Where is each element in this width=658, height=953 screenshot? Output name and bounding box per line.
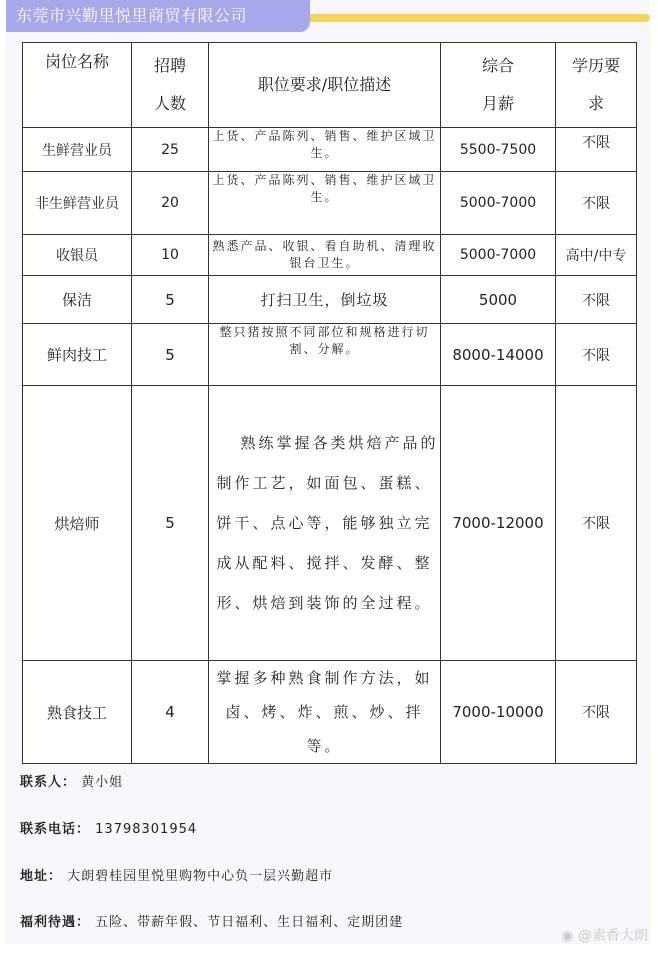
education-cell: 不限: [556, 128, 637, 172]
salary-cell: 7000-10000: [441, 661, 556, 764]
education-cell: 不限: [556, 172, 637, 235]
education-cell: 不限: [556, 324, 637, 386]
table-row: [23, 276, 637, 324]
salary-cell: 5000-7000: [441, 235, 556, 276]
table-row: [23, 235, 637, 276]
headcount-cell: 5: [132, 386, 209, 661]
contact-benefits: [20, 911, 403, 930]
contact-person-value: 黄小姐: [81, 775, 124, 790]
salary-cell: 5500-7500: [441, 128, 556, 172]
table-row: [23, 128, 637, 172]
education-cell: 不限: [556, 276, 637, 324]
headcount-cell: 10: [132, 235, 209, 276]
header-headcount: 招聘 人数: [132, 43, 209, 128]
headcount-cell: 25: [132, 128, 209, 172]
education-cell: 不限: [556, 661, 637, 764]
header-position: 岗位名称: [23, 43, 132, 128]
header-accent-bar: [300, 14, 650, 22]
contact-person-label: 联系人：: [20, 775, 77, 790]
header-education: 学历要 求: [556, 43, 637, 128]
contact-benefits-label: 福利待遇：: [20, 915, 91, 930]
salary-cell: 5000: [441, 276, 556, 324]
header-salary: 综合 月薪: [441, 43, 556, 128]
watermark-text: @素香大朗: [578, 928, 648, 944]
description-cell: 上货、产品陈列、销售、维护区域卫生。: [209, 128, 441, 172]
education-cell: 不限: [556, 386, 637, 661]
position-cell: 生鲜营业员: [23, 128, 132, 172]
description-cell: 打扫卫生，倒垃圾: [209, 276, 441, 324]
headcount-cell: 4: [132, 661, 209, 764]
position-cell: 烘焙师: [23, 386, 132, 661]
education-cell: 高中/中专: [556, 235, 637, 276]
header-requirements: 职位要求/职位描述: [209, 43, 441, 128]
description-cell: 掌握多种熟食制作方法，如卤、烤、炸、煎、炒、拌等。: [209, 661, 441, 764]
salary-cell: 7000-12000: [441, 386, 556, 661]
headcount-cell: 5: [132, 324, 209, 386]
description-cell: 熟练掌握各类烘焙产品的制作工艺，如面包、蛋糕、饼干、点心等，能够独立完成从配料、搅拌、发酵、整形、烘焙到装饰的全过程。: [209, 386, 441, 661]
contact-person: [20, 771, 123, 790]
contact-phone: [20, 818, 197, 837]
company-name: 东莞市兴勤里悦里商贸有限公司: [6, 0, 310, 32]
contact-address-value: 大朗碧桂园里悦里购物中心负一层兴勤超市: [67, 869, 334, 884]
position-cell: 收银员: [23, 235, 132, 276]
description-cell: 整只猪按照不同部位和规格进行切割、分解。: [209, 324, 441, 386]
table-row: [23, 324, 637, 386]
weibo-icon: ◉: [561, 928, 574, 944]
contact-address: [20, 865, 333, 884]
jobs-table: [22, 42, 637, 764]
headcount-cell: 20: [132, 172, 209, 235]
table-row: [23, 386, 637, 661]
headcount-cell: 5: [132, 276, 209, 324]
table-row: [23, 172, 637, 235]
position-cell: 保洁: [23, 276, 132, 324]
description-cell: 上货、产品陈列、销售、维护区域卫生。: [209, 172, 441, 235]
position-cell: 熟食技工: [23, 661, 132, 764]
contact-phone-label: 联系电话：: [20, 822, 91, 837]
watermark: [561, 925, 648, 945]
contact-benefits-value: 五险、带薪年假、节日福利、生日福利、定期团建: [95, 915, 404, 930]
contact-address-label: 地址：: [20, 869, 63, 884]
table-row: [23, 661, 637, 764]
salary-cell: 5000-7000: [441, 172, 556, 235]
position-cell: 非生鲜营业员: [23, 172, 132, 235]
table-header-row: [23, 43, 637, 128]
salary-cell: 8000-14000: [441, 324, 556, 386]
contact-phone-value: 13798301954: [95, 822, 198, 837]
position-cell: 鲜肉技工: [23, 324, 132, 386]
description-cell: 熟悉产品、收银、看自助机、清理收银台卫生。: [209, 235, 441, 276]
